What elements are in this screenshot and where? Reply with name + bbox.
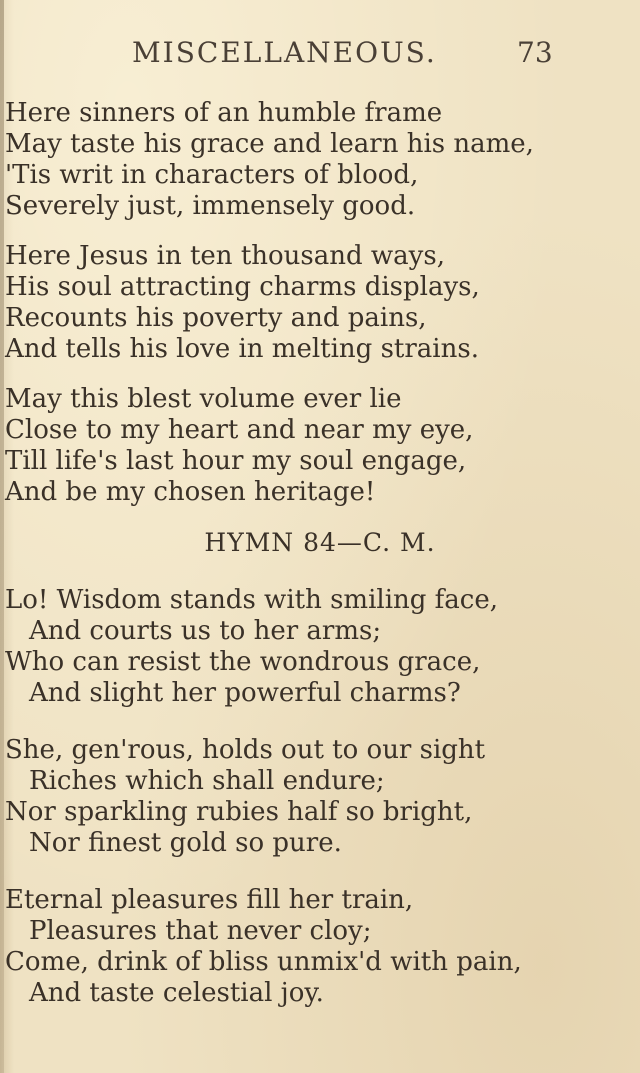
page-edge-shadow xyxy=(0,0,4,1073)
verse-line-indented: And courts us to her arms; xyxy=(29,616,382,646)
verse-line: Come, drink of bliss unmix'd with pain, xyxy=(5,947,522,977)
stanza-1 xyxy=(5,98,625,222)
verse-line: Till life's last hour my soul engage, xyxy=(5,446,467,476)
verse-line-indented: Pleasures that never cloy; xyxy=(29,916,372,946)
verse-line-indented: And taste celestial joy. xyxy=(29,978,324,1008)
verse-line: May taste his grace and learn his name, xyxy=(5,129,534,159)
verse-line: Recounts his poverty and pains, xyxy=(5,303,427,333)
running-head xyxy=(0,36,640,76)
hymn-stanza-1 xyxy=(5,585,625,709)
verse-line: Nor sparkling rubies half so bright, xyxy=(5,797,473,827)
stanza-2 xyxy=(5,241,625,365)
verse-line: Eternal pleasures fill her train, xyxy=(5,885,414,915)
page-number: 73 xyxy=(517,36,553,69)
verse-line: Severely just, immensely good. xyxy=(5,191,416,221)
section-title: MISCELLANEOUS. xyxy=(132,36,437,69)
verse-line: And be my chosen heritage! xyxy=(5,477,376,507)
verse-line: She, gen'rous, holds out to our sight xyxy=(5,735,486,765)
verse-line: Here Jesus in ten thousand ways, xyxy=(5,241,445,271)
verse-line: May this blest volume ever lie xyxy=(5,384,402,414)
verse-line-indented: Nor finest gold so pure. xyxy=(29,828,342,858)
verse-line: Here sinners of an humble frame xyxy=(5,98,443,128)
hymn-stanza-3 xyxy=(5,885,625,1009)
verse-line: Close to my heart and near my eye, xyxy=(5,415,474,445)
verse-line: 'Tis writ in characters of blood, xyxy=(5,160,419,190)
stanza-3 xyxy=(5,384,625,508)
hymn-heading: HYMN 84—C. M. xyxy=(204,528,436,557)
verse-line: Who can resist the wondrous grace, xyxy=(5,647,481,677)
verse-line: And tells his love in melting strains. xyxy=(5,334,479,364)
verse-line: Lo! Wisdom stands with smiling face, xyxy=(5,585,499,615)
hymn-text-block xyxy=(5,98,625,1035)
verse-line-indented: And slight her powerful charms? xyxy=(29,678,461,708)
verse-line: His soul attracting charms displays, xyxy=(5,272,480,302)
hymn-stanza-2 xyxy=(5,735,625,859)
verse-line-indented: Riches which shall endure; xyxy=(29,766,385,796)
